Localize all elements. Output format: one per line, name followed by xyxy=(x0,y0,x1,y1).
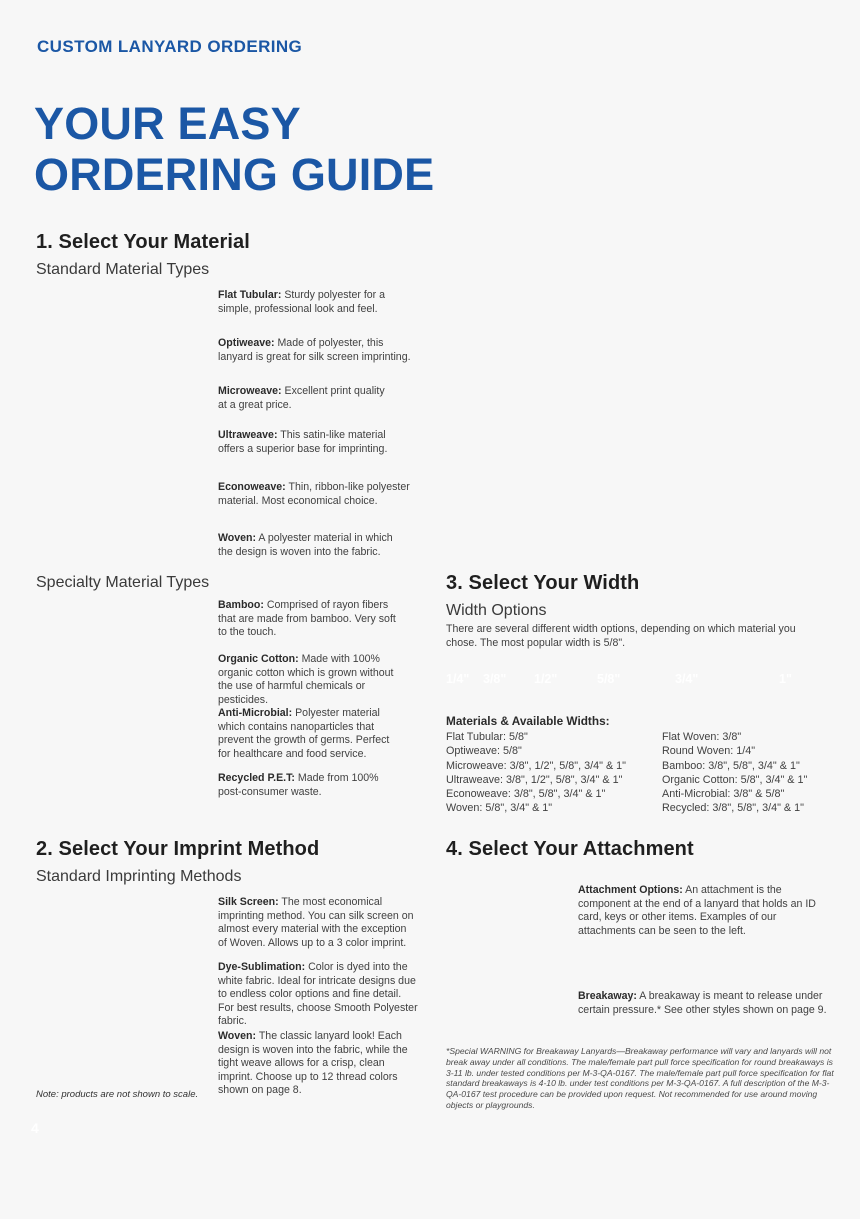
imprint-item-desc: Color is dyed into the white fabric. Ideal for intricate designs due to endless color options and fine detail. For best results, choose Smooth Polyester fabric. xyxy=(218,961,418,1028)
imprint-item-silk-screen xyxy=(218,896,418,950)
page-number: 4 xyxy=(31,1120,39,1136)
attachment-item-desc: An attachment is the component at the end of a lanyard that holds an ID card, keys or other items. Examples of our attachments can be seen to the left. xyxy=(578,884,816,937)
imprint-item-name: Silk Screen: xyxy=(218,896,279,908)
materials-widths-right-column xyxy=(662,730,807,816)
width-scale-label-three-eighths: 3/8" xyxy=(483,672,507,686)
material-item-name: Econoweave: xyxy=(218,481,286,493)
attachment-item-name: Breakaway: xyxy=(578,990,637,1002)
material-item-desc: This satin-like material offers a superior base for imprinting. xyxy=(218,429,388,455)
material-item-desc: A polyester material in which the design is woven into the fabric. xyxy=(218,532,393,558)
standard-material-subheading: Standard Material Types xyxy=(36,261,210,278)
material-item-name: Microweave: xyxy=(218,385,282,397)
material-item-desc: Thin, ribbon-like polyester material. Most economical choice. xyxy=(218,481,410,507)
material-item-name: Optiweave: xyxy=(218,337,275,349)
materials-widths-left-column xyxy=(446,730,626,816)
material-item-name: Woven: xyxy=(218,532,257,544)
material-item-recycled-pet xyxy=(218,772,388,799)
width-scale-label-three-quarters: 3/4" xyxy=(675,672,699,686)
page-title xyxy=(34,98,434,200)
specialty-material-subheading: Specialty Material Types xyxy=(36,574,210,591)
material-item-desc: Excellent print quality at a great price. xyxy=(218,385,385,411)
width-spec-row: Microweave: 3/8", 1/2", 5/8", 3/4" & 1" xyxy=(446,759,627,772)
width-spec-row: Optiweave: 5/8" xyxy=(446,745,522,758)
material-item-econoweave xyxy=(218,481,414,508)
material-item-anti-microbial xyxy=(218,707,403,761)
material-item-woven xyxy=(218,532,403,559)
material-item-desc: Made from 100% post-consumer waste. xyxy=(218,772,379,798)
material-item-bamboo xyxy=(218,599,398,640)
width-spec-row: Bamboo: 3/8", 5/8", 3/4" & 1" xyxy=(662,759,800,772)
width-scale-label-one-inch: 1" xyxy=(779,672,792,686)
width-spec-row: Woven: 5/8", 3/4" & 1" xyxy=(446,802,553,815)
attachment-item-desc: A breakaway is meant to release under certain pressure.* See other styles shown on page 9. xyxy=(578,990,827,1016)
imprint-item-name: Woven: xyxy=(218,1030,257,1042)
material-item-name: Organic Cotton: xyxy=(218,653,299,665)
breakaway-warning-fine-print: *Special WARNING for Breakaway Lanyards—Breakaway performance will vary and lanyards will not break away under all conditions. The male/female part pull force specification for round breakaways is 3-11 lb. under tested conditions per M-3-QA-0167. The male/female part pull force specification for flat standard breakaways is 4-10 lb. under test conditions per M-3-QA-0167. A full description of the M-3-QA-0167 test procedure can be provided upon request. Not recommended for use around moving objects or playgrounds. xyxy=(446,1046,834,1110)
attachment-section-heading: 4. Select Your Attachment xyxy=(446,838,694,860)
width-spec-row: Econoweave: 3/8", 5/8", 3/4" & 1" xyxy=(446,788,606,801)
imprint-item-woven xyxy=(218,1030,418,1098)
material-item-name: Bamboo: xyxy=(218,599,264,611)
width-options-subheading: Width Options xyxy=(446,602,547,619)
width-scale-label-five-eighths: 5/8" xyxy=(597,672,621,686)
material-item-desc: Polyester material which contains nanoparticles that prevent the growth of germs. Perfect for healthcare and food service. xyxy=(218,707,390,760)
material-item-name: Anti-Microbial: xyxy=(218,707,293,719)
width-spec-row: Flat Woven: 3/8" xyxy=(662,731,742,743)
width-scale-label-half: 1/2" xyxy=(534,672,558,686)
imprint-item-desc: The classic lanyard look! Each design is woven into the fabric, while the tight weave allows for a crisp, clean imprint. Choose up to 12 thread colors shown on page 8. xyxy=(218,1030,408,1097)
material-item-name: Ultraweave: xyxy=(218,429,278,441)
attachment-item-options xyxy=(578,884,818,938)
imprint-item-name: Dye-Sublimation: xyxy=(218,961,306,973)
material-item-flat-tubular xyxy=(218,289,414,316)
width-scale-label-quarter: 1/4" xyxy=(446,672,470,686)
imprint-section-heading: 2. Select Your Imprint Method xyxy=(36,838,320,860)
material-item-name: Flat Tubular: xyxy=(218,289,282,301)
attachment-item-breakaway xyxy=(578,990,843,1017)
width-spec-row: Anti-Microbial: 3/8" & 5/8" xyxy=(662,788,785,801)
width-spec-row: Ultraweave: 3/8", 1/2", 5/8", 3/4" & 1" xyxy=(446,773,623,786)
kicker: CUSTOM LANYARD ORDERING xyxy=(37,37,303,56)
materials-widths-heading: Materials & Available Widths: xyxy=(446,714,610,728)
page-title-line-1: YOUR EASY xyxy=(34,98,301,149)
width-spec-row: Flat Tubular: 5/8" xyxy=(446,731,528,743)
material-item-microweave xyxy=(218,385,388,412)
width-options-intro: There are several different width options, depending on which material you chose. The most popular width is 5/8". xyxy=(446,623,796,649)
material-item-optiweave xyxy=(218,337,414,364)
material-item-name: Recycled P.E.T: xyxy=(218,772,295,784)
width-section-heading: 3. Select Your Width xyxy=(446,572,640,594)
imprint-subheading: Standard Imprinting Methods xyxy=(36,868,242,885)
material-section-heading: 1. Select Your Material xyxy=(36,231,250,253)
material-item-organic-cotton xyxy=(218,653,410,707)
scale-note: Note: products are not shown to scale. xyxy=(36,1089,199,1100)
imprint-item-dye-sublimation xyxy=(218,961,418,1029)
width-spec-row: Organic Cotton: 5/8", 3/4" & 1" xyxy=(662,773,808,786)
width-spec-row: Round Woven: 1/4" xyxy=(662,745,756,758)
material-item-desc: Sturdy polyester for a simple, professional look and feel. xyxy=(218,289,386,315)
imprint-item-desc: The most economical imprinting method. You can silk screen on almost every material with the exception of Woven. Allows up to a 3 color imprint. xyxy=(218,896,414,949)
attachment-item-name: Attachment Options: xyxy=(578,884,683,896)
material-item-desc: Made of polyester, this lanyard is great for silk screen imprinting. xyxy=(218,337,411,363)
page-title-line-2: ORDERING GUIDE xyxy=(34,149,435,200)
material-item-desc: Comprised of rayon fibers that are made from bamboo. Very soft to the touch. xyxy=(218,599,396,639)
width-spec-row: Recycled: 3/8", 5/8", 3/4" & 1" xyxy=(662,802,804,815)
material-item-ultraweave xyxy=(218,429,403,456)
material-item-desc: Made with 100% organic cotton which is grown without the use of harmful chemicals or pesticides. xyxy=(218,653,394,706)
